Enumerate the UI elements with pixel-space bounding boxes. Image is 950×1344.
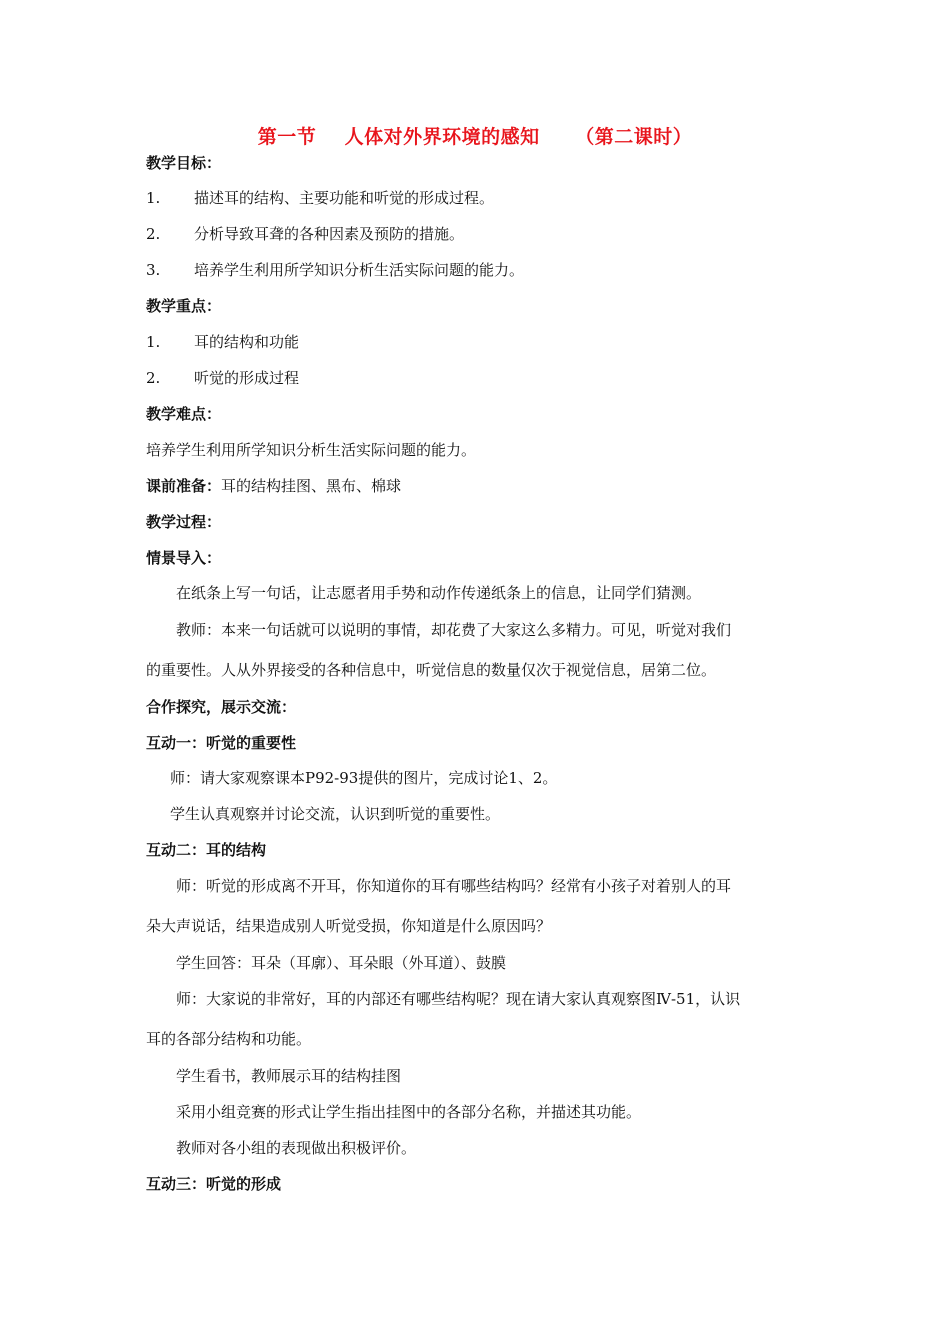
interaction2-paragraph-3a: 师：大家说的非常好，耳的内部还有哪些结构呢？现在请大家认真观察图Ⅳ-51，认识 [176, 990, 741, 1008]
interaction3-heading: 互动三：听觉的形成 [146, 1175, 282, 1193]
document-title: 第一节 人体对外界环境的感知 （第二课时） [257, 126, 693, 148]
preparation-line [146, 476, 401, 496]
interaction2-paragraph-6: 教师对各小组的表现做出积极评价。 [176, 1139, 417, 1157]
list-text: 耳的结构和功能 [194, 333, 300, 351]
interaction2-paragraph-1b: 朵大声说话，结果造成别人听觉受损，你知道是什么原因吗？ [146, 917, 552, 935]
objectives-heading: 教学目标： [146, 154, 222, 172]
intro-paragraph-2a: 教师：本来一句话就可以说明的事情，却花费了大家这么多精力。可见，听觉对我们 [176, 621, 732, 639]
key-points-heading: 教学重点： [146, 297, 222, 315]
list-text: 描述耳的结构、主要功能和听觉的形成过程。 [194, 189, 495, 207]
list-text: 培养学生利用所学知识分析生活实际问题的能力。 [194, 261, 525, 279]
list-number: 3. [146, 261, 161, 279]
explore-heading: 合作探究，展示交流： [146, 698, 297, 716]
difficulties-text: 培养学生利用所学知识分析生活实际问题的能力。 [146, 441, 477, 459]
intro-paragraph-1: 在纸条上写一句话，让志愿者用手势和动作传递纸条上的信息，让同学们猜测。 [176, 584, 702, 602]
preparation-label: 课前准备： [146, 477, 222, 495]
interaction2-paragraph-2: 学生回答：耳朵（耳廓）、耳朵眼（外耳道）、鼓膜 [176, 954, 507, 972]
interaction2-paragraph-5: 采用小组竞赛的形式让学生指出挂图中的各部分名称，并描述其功能。 [176, 1103, 642, 1121]
interaction2-paragraph-1a: 师：听觉的形成离不开耳，你知道你的耳有哪些结构吗？经常有小孩子对着别人的耳 [176, 877, 732, 895]
preparation-text: 耳的结构挂图、黑布、棉球 [221, 477, 402, 495]
intro-paragraph-2b: 的重要性。人从外界接受的各种信息中，听觉信息的数量仅次于视觉信息，居第二位。 [146, 661, 717, 679]
objective-item-1 [146, 188, 494, 208]
list-number: 2. [146, 225, 161, 243]
difficulties-heading: 教学难点： [146, 405, 222, 423]
interaction1-heading: 互动一：听觉的重要性 [146, 734, 297, 752]
interaction1-paragraph-2: 学生认真观察并讨论交流，认识到听觉的重要性。 [170, 805, 501, 823]
list-number: 2. [146, 369, 161, 387]
list-number: 1. [146, 189, 161, 207]
list-number: 1. [146, 333, 161, 351]
list-text: 分析导致耳聋的各种因素及预防的措施。 [194, 225, 465, 243]
objective-item-3 [146, 260, 524, 280]
interaction2-heading: 互动二：耳的结构 [146, 841, 267, 859]
intro-heading: 情景导入： [146, 549, 222, 567]
interaction1-paragraph-1: 师：请大家观察课本P92-93提供的图片，完成讨论1、2。 [170, 769, 558, 787]
key-point-item-1 [146, 332, 299, 352]
process-heading: 教学过程： [146, 513, 222, 531]
list-text: 听觉的形成过程 [194, 369, 300, 387]
interaction2-paragraph-4: 学生看书，教师展示耳的结构挂图 [176, 1067, 402, 1085]
interaction2-paragraph-3b: 耳的各部分结构和功能。 [146, 1030, 312, 1048]
objective-item-2 [146, 224, 464, 244]
key-point-item-2 [146, 368, 299, 388]
